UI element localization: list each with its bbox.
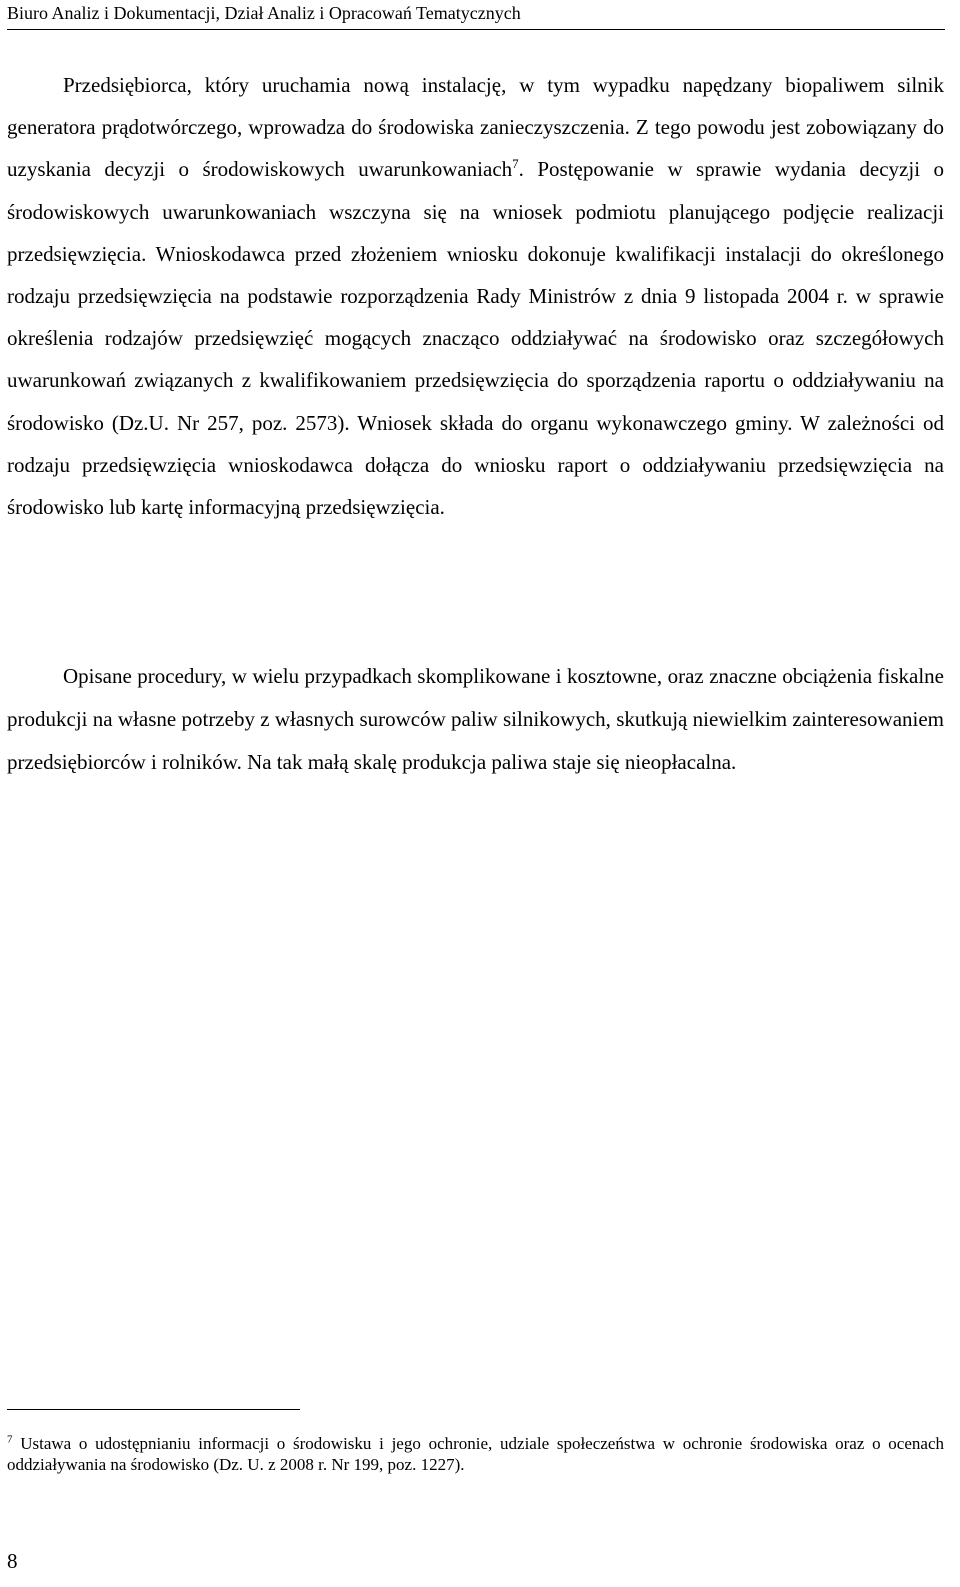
running-header: Biuro Analiz i Dokumentacji, Dział Analiz i Opracowań Tematycznych	[7, 3, 521, 23]
header-rule	[7, 29, 945, 30]
footnote-number: 7	[7, 1433, 13, 1446]
footnote-text: Ustawa o udostępnianiu informacji o środowisku i jego ochronie, udziale społeczeństwa w ochronie środowiska oraz o ocenach oddziaływania na środowisko (Dz. U. z 2008 r. Nr 199, poz. 1227).	[7, 1434, 944, 1474]
footnote-reference: 7	[512, 156, 519, 172]
footnote-separator	[7, 1409, 300, 1410]
paragraph-1-text-start: Przedsiębiorca, który uruchamia nową instalację, w tym wypadku napędzany biopaliwem silnik generatora prądotwórczego, wprowadza do środowiska zanieczyszczenia. Z tego powodu jest zobowiązany do uzyskania decyzji o środowiskowych uwarunkowaniach	[7, 73, 944, 182]
body-paragraph-2	[7, 655, 944, 784]
footnote	[7, 1433, 944, 1475]
paragraph-2-text: Opisane procedury, w wielu przypadkach skomplikowane i kosztowne, oraz znaczne obciążenia fiskalne produkcji na własne potrzeby z własnych surowców paliw silnikowych, skutkują niewielkim zainteresowaniem przedsiębiorców i rolników. Na tak małą skalę produkcja paliwa staje się nieopłacalna.	[7, 664, 944, 774]
paragraph-1-text-end: . Postępowanie w sprawie wydania decyzji o środowiskowych uwarunkowaniach wszczyna się na wniosek podmiotu planującego podjęcie realizacji przedsięwzięcia. Wnioskodawca przed złożeniem wniosku dokonuje kwalifikacji instalacji do określonego rodzaju przedsięwzięcia na podstawie rozporządzenia Rady Ministrów z dnia 9 listopada 2004 r. w sprawie określenia rodzajów przedsięwzięć mogących znacząco oddziaływać na środowisko oraz szczegółowych uwarunkowań związanych z kwalifikowaniem przedsięwzięcia do sporządzenia raportu o oddziaływaniu na środowisko (Dz.U. Nr 257, poz. 2573). Wniosek składa do organu wykonawczego gminy. W zależności od rodzaju przedsięwzięcia wnioskodawca dołącza do wniosku raport o oddziaływaniu przedsięwzięcia na środowisko lub kartę informacyjną przedsięwzięcia.	[7, 157, 944, 520]
page-number: 8	[7, 1549, 18, 1573]
body-paragraph-1	[7, 64, 944, 528]
